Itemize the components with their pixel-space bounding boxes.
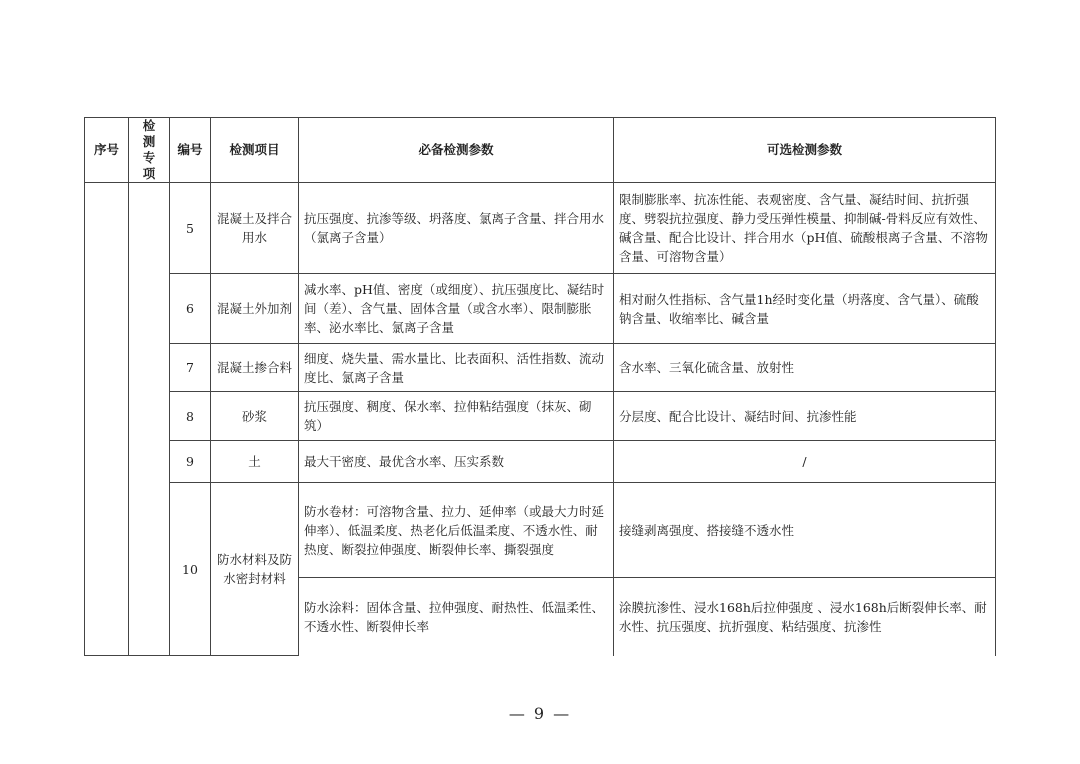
category-cell — [129, 183, 170, 656]
table-row — [85, 344, 996, 392]
header-seq: 序号 — [85, 118, 129, 183]
row-number: 8 — [170, 392, 211, 441]
header-item: 检测项目 — [211, 118, 299, 183]
row-item: 土 — [211, 441, 299, 483]
row-optional: 接缝剥离强度、搭接缝不透水性 — [614, 483, 996, 578]
header-required: 必备检测参数 — [299, 118, 614, 183]
row-required: 抗压强度、抗渗等级、坍落度、氯离子含量、拌合用水（氯离子含量） — [299, 183, 614, 274]
seq-cell — [85, 183, 129, 656]
row-optional: 分层度、配合比设计、凝结时间、抗渗性能 — [614, 392, 996, 441]
row-required: 抗压强度、稠度、保水率、拉伸粘结强度（抹灰、砌筑） — [299, 392, 614, 441]
row-optional: 限制膨胀率、抗冻性能、表观密度、含气量、凝结时间、抗折强度、劈裂抗拉强度、静力受压弹性模量、抑制碱-骨料反应有效性、碱含量、配合比设计、拌合用水（pH值、硫酸根离子含量、不溶物含量、可溶物含量） — [614, 183, 996, 274]
row-number: 10 — [170, 483, 211, 656]
table-row — [85, 483, 996, 578]
table-row — [85, 392, 996, 441]
row-required: 减水率、pH值、密度（或细度）、抗压强度比、凝结时间（差）、含气量、固体含量（或含水率）、限制膨胀率、泌水率比、氯离子含量 — [299, 274, 614, 344]
header-category: 检测专项 — [129, 118, 170, 183]
row-number: 9 — [170, 441, 211, 483]
row-optional: / — [614, 441, 996, 483]
row-item: 混凝土及拌合用水 — [211, 183, 299, 274]
row-required: 最大干密度、最优含水率、压实系数 — [299, 441, 614, 483]
row-optional: 相对耐久性指标、含气量1h经时变化量（坍落度、含气量）、硫酸钠含量、收缩率比、碱含量 — [614, 274, 996, 344]
row-optional: 涂膜抗渗性、浸水168h后拉伸强度 、浸水168h后断裂伸长率、耐水性、抗压强度、抗折强度、粘结强度、抗渗性 — [614, 578, 996, 656]
header-optional: 可选检测参数 — [614, 118, 996, 183]
row-number: 7 — [170, 344, 211, 392]
row-optional: 含水率、三氧化硫含量、放射性 — [614, 344, 996, 392]
table-row — [85, 441, 996, 483]
detection-parameters-table — [84, 117, 996, 656]
row-number: 5 — [170, 183, 211, 274]
row-required: 防水卷材：可溶物含量、拉力、延伸率（或最大力时延伸率）、低温柔度、热老化后低温柔度、不透水性、耐热度、断裂拉伸强度、断裂伸长率、撕裂强度 — [299, 483, 614, 578]
table-row — [85, 274, 996, 344]
row-item: 防水材料及防水密封材料 — [211, 483, 299, 656]
header-num: 编号 — [170, 118, 211, 183]
row-item: 混凝土掺合料 — [211, 344, 299, 392]
row-required: 防水涂料：固体含量、拉伸强度、耐热性、低温柔性、不透水性、断裂伸长率 — [299, 578, 614, 656]
page-number: — 9 — — [508, 704, 572, 723]
table-header-row — [85, 118, 996, 183]
row-required: 细度、烧失量、需水量比、比表面积、活性指数、流动度比、氯离子含量 — [299, 344, 614, 392]
row-item: 砂浆 — [211, 392, 299, 441]
table-row — [85, 183, 996, 274]
row-number: 6 — [170, 274, 211, 344]
row-item: 混凝土外加剂 — [211, 274, 299, 344]
